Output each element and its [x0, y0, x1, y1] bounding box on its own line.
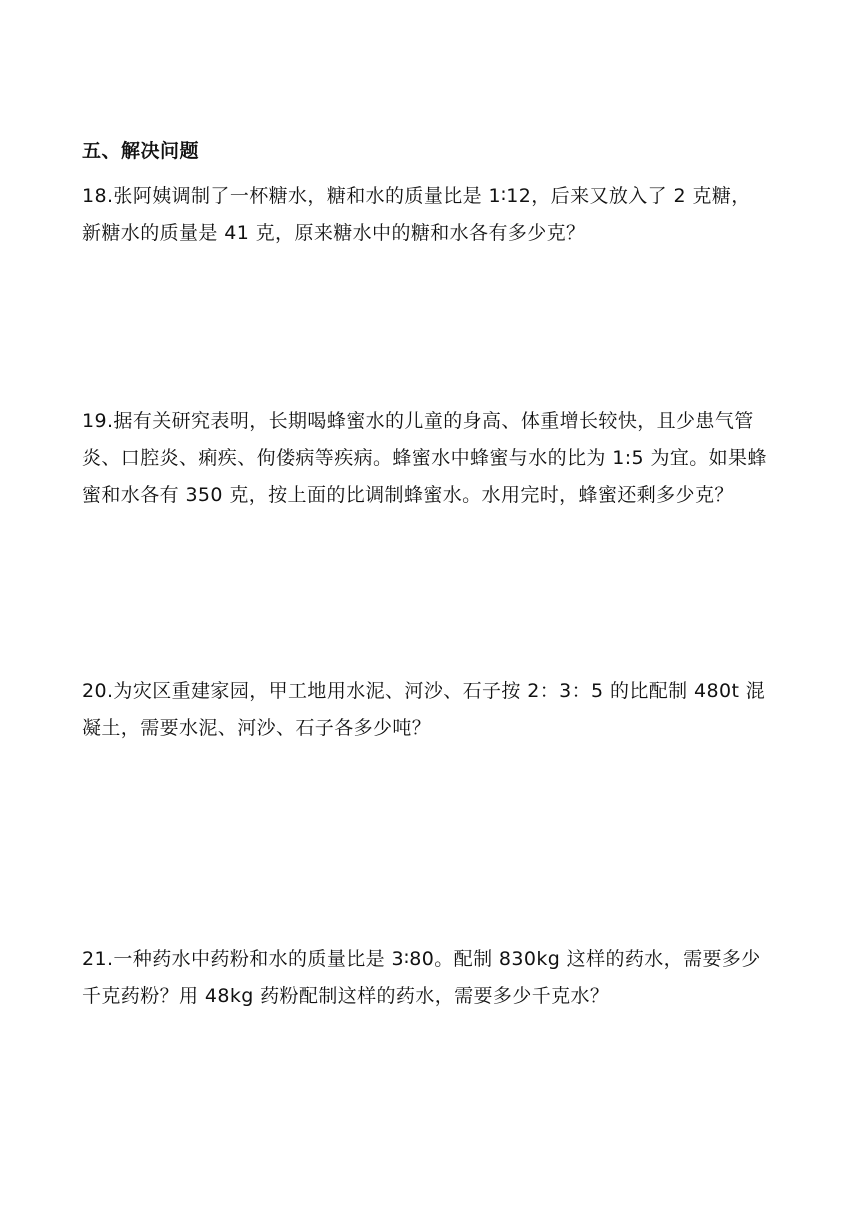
question-line: 蜜和水各有 350 克，按上面的比调制蜂蜜水。水用完时，蜂蜜还剩多少克？ [82, 484, 734, 506]
question-line: 21.一种药水中药粉和水的质量比是 3∶80。配制 830kg 这样的药水，需要多少 [82, 948, 761, 970]
section-title: 五、解决问题 [82, 140, 200, 162]
question-line: 凝土，需要水泥、河沙、石子各多少吨？ [82, 717, 432, 739]
question-19 [82, 403, 842, 514]
question-line: 炎、口腔炎、痢疾、佝偻病等疾病。蜂蜜水中蜂蜜与水的比为 1:5 为宜。如果蜂 [82, 447, 767, 469]
question-line: 18.张阿姨调制了一杯糖水，糖和水的质量比是 1∶12，后来又放入了 2 克糖， [82, 185, 751, 207]
question-18 [82, 178, 842, 252]
question-20 [82, 673, 842, 747]
question-21 [82, 941, 842, 1015]
question-line: 千克药粉？用 48kg 药粉配制这样的药水，需要多少千克水？ [82, 985, 610, 1007]
question-line: 新糖水的质量是 41 克，原来糖水中的糖和水各有多少克？ [82, 222, 586, 244]
question-line: 20.为灾区重建家园，甲工地用水泥、河沙、石子按 2：3：5 的比配制 480t 混 [82, 680, 766, 702]
question-line: 19.据有关研究表明，长期喝蜂蜜水的儿童的身高、体重增长较快，且少患气管 [82, 410, 754, 432]
